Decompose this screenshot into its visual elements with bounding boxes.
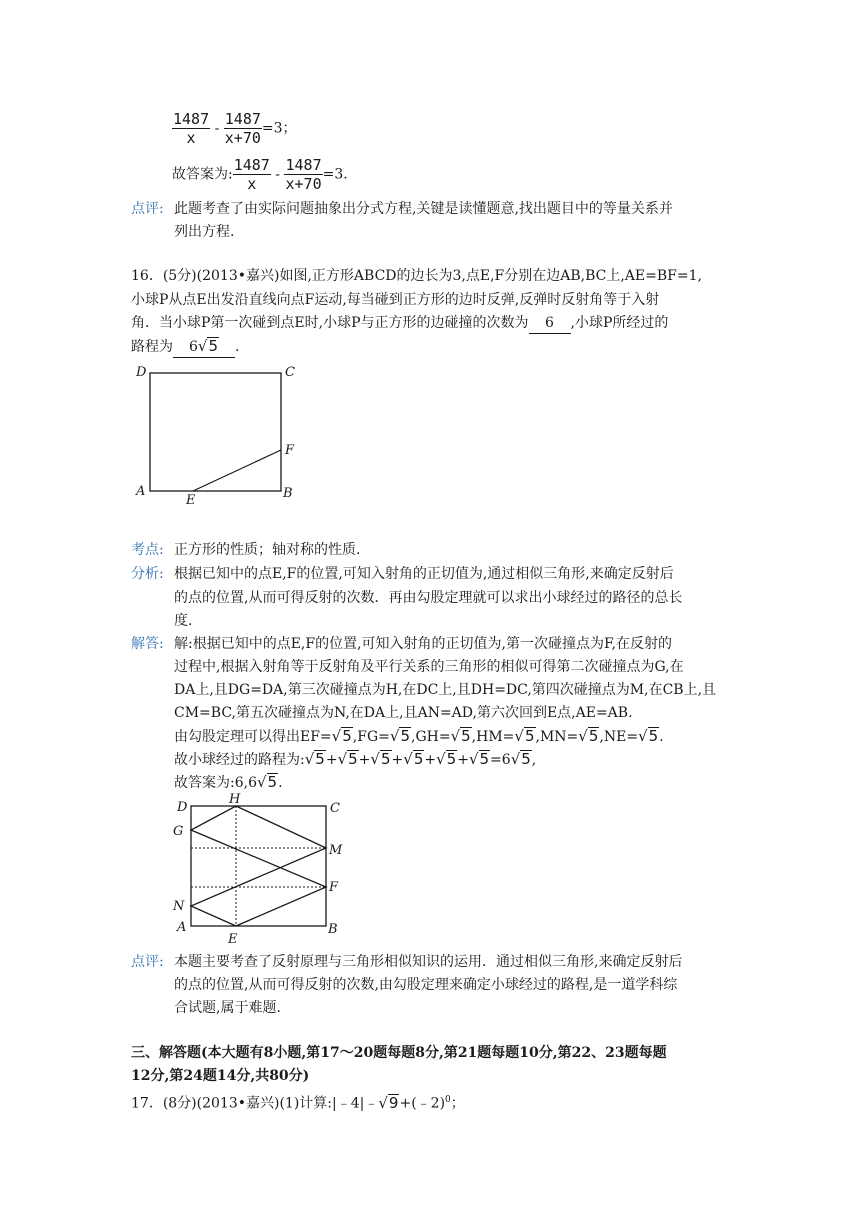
jieda-pythagoras: 由勾股定理可以得出EF=√5,FG=√5,GH=√5,HM=√5,MN=√5,NE=√5. [174, 727, 664, 745]
fraction: $\frac{1487}{x+70}$ [224, 110, 261, 147]
jieda-total-path: 故小球经过的路程为:√5+√5+√5+√5+√5+√5=6√5, [174, 750, 537, 768]
fenxi-text: 度. [174, 613, 193, 629]
answer-blank: 6√5 [173, 336, 235, 358]
question-16-text: 16．(5分)(2013•嘉兴)如图,正方形ABCD的边长为3,点E,F分别在边AB,BC上,AE=BF=1, [131, 268, 702, 284]
label-d: D [136, 365, 147, 380]
review-label: 点评: [131, 954, 164, 970]
label-b: B [328, 922, 338, 937]
review-text: 此题考查了由实际问题抽象出分式方程,关键是读懂题意,找出题目中的等量关系并 [174, 201, 673, 217]
jieda-text: 解:根据已知中的点E,F的位置,可知入射角的正切值为,第一次碰撞点为F,在反射的 [174, 636, 672, 652]
label-h: H [229, 792, 241, 807]
section-heading: 三、解答题(本大题有8小题,第17～20题每题8分,第21题每题10分,第22、23题每题 [131, 1045, 667, 1061]
fraction: $\frac{1487}{x+70}$ [285, 156, 322, 193]
label-a: A [177, 920, 187, 935]
equation-1: $\frac{1487}{x}$ - $\frac{1487}{x+70}$ =3； [173, 110, 297, 147]
label-f: F [285, 443, 295, 458]
question-17-text: 17．(8分)(2013•嘉兴)(1)计算:|﹣4|﹣√9+(﹣2)$^0$； [131, 1093, 465, 1112]
review-text: 的点的位置,从而可得反射的次数,由勾股定理来确定小球经过的路程,是一道学科综 [174, 977, 678, 993]
label-e: E [186, 493, 196, 505]
jieda-final-answer: 故答案为:6,6√5. [174, 773, 283, 791]
label-a: A [136, 484, 146, 499]
label-d: D [177, 800, 188, 815]
jieda-text: 过程中,根据入射角等于反射角及平行关系的三角形的相似可得第二次碰撞点为G,在 [174, 659, 684, 675]
label-c: C [330, 801, 340, 816]
fenxi-text: 的点的位置,从而可得反射的次数．再由勾股定理就可以求出小球经过的路径的总长 [174, 590, 683, 606]
figure-reflection-path [168, 790, 353, 950]
review-text: 列出方程. [174, 224, 235, 240]
fenxi-label: 分析: [131, 566, 164, 582]
review-text: 本题主要考查了反射原理与三角形相似知识的运用．通过相似三角形,来确定反射后 [174, 954, 683, 970]
label-e: E [228, 932, 238, 947]
figure-square-abcd [128, 360, 298, 505]
answer-blank: 6 [529, 313, 571, 334]
jieda-text: DA上,且DG=DA,第三次碰撞点为H,在DC上,且DH=DC,第四次碰撞点为M,在CB上,且 [174, 682, 717, 698]
jieda-label: 解答: [131, 636, 164, 652]
label-g: G [173, 824, 184, 839]
fraction: $\frac{1487}{x}$ [173, 110, 210, 147]
label-n: N [173, 899, 185, 914]
label-m: M [329, 843, 343, 858]
question-16-text: 小球P从点E出发沿直线向点F运动,每当碰到正方形的边时反弹,反弹时反射角等于入射 [131, 292, 660, 308]
question-16-text: 路程为 6√5 . [131, 336, 239, 358]
section-heading: 12分,第24题14分,共80分) [131, 1068, 310, 1084]
fenxi-text: 根据已知中的点E,F的位置,可知入射角的正切值为,通过相似三角形,来确定反射后 [174, 566, 674, 582]
label-f: F [329, 880, 339, 895]
kaodian-text: 正方形的性质；轴对称的性质. [174, 542, 361, 558]
review-label: 点评: [131, 201, 164, 217]
answer-equation: 故答案为: $\frac{1487}{x}$ - $\frac{1487}{x+70}$ =3. [172, 156, 348, 193]
review-text: 合试题,属于难题. [174, 1000, 281, 1016]
fraction: $\frac{1487}{x}$ [233, 156, 270, 193]
label-b: B [283, 486, 293, 501]
jieda-text: CM=BC,第五次碰撞点为N,在DA上,且AN=AD,第六次回到E点,AE=AB. [174, 705, 633, 721]
question-16-text: 角．当小球P第一次碰到点E时,小球P与正方形的边碰撞的次数为 6 ,小球P所经过的 [131, 313, 668, 334]
kaodian-label: 考点: [131, 542, 164, 558]
label-c: C [285, 365, 295, 380]
